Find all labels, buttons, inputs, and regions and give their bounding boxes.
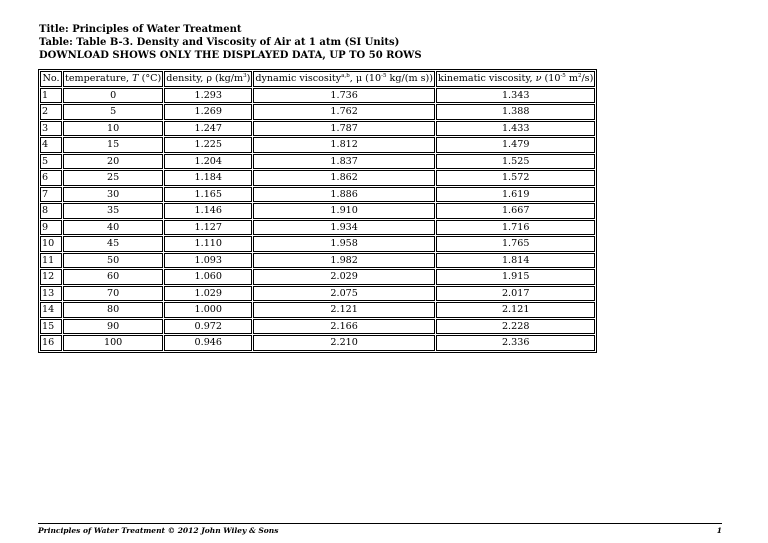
cell-dynamic-viscosity: 1.812 — [253, 137, 435, 153]
cell-temperature: 60 — [63, 269, 163, 285]
table-row — [40, 253, 595, 269]
cell-kinematic-viscosity: 1.479 — [436, 137, 595, 153]
cell-dynamic-viscosity: 1.934 — [253, 220, 435, 236]
cell-no: 10 — [40, 236, 62, 252]
cell-kinematic-viscosity: 2.336 — [436, 335, 595, 351]
table-body — [40, 88, 595, 351]
cell-kinematic-viscosity: 1.765 — [436, 236, 595, 252]
cell-temperature: 5 — [63, 104, 163, 120]
cell-kinematic-viscosity: 1.915 — [436, 269, 595, 285]
cell-kinematic-viscosity: 2.121 — [436, 302, 595, 318]
table-row — [40, 269, 595, 285]
cell-kinematic-viscosity: 2.228 — [436, 319, 595, 335]
cell-temperature: 35 — [63, 203, 163, 219]
table-row — [40, 203, 595, 219]
cell-dynamic-viscosity: 2.075 — [253, 286, 435, 302]
cell-kinematic-viscosity: 2.017 — [436, 286, 595, 302]
document-title: Title: Principles of Water Treatment — [39, 24, 242, 35]
table-row — [40, 286, 595, 302]
col-header-no: No. — [40, 71, 62, 87]
page-footer — [38, 523, 722, 535]
table-row — [40, 170, 595, 186]
cell-density: 0.972 — [164, 319, 252, 335]
cell-temperature: 80 — [63, 302, 163, 318]
cell-no: 4 — [40, 137, 62, 153]
table-row — [40, 319, 595, 335]
cell-density: 1.165 — [164, 187, 252, 203]
cell-kinematic-viscosity: 1.343 — [436, 88, 595, 104]
cell-no: 2 — [40, 104, 62, 120]
table-row — [40, 335, 595, 351]
cell-no: 11 — [40, 253, 62, 269]
cell-dynamic-viscosity: 1.736 — [253, 88, 435, 104]
cell-density: 1.060 — [164, 269, 252, 285]
col-header-density: density, ρ $(kg/m^3)$ — [164, 71, 252, 87]
footer-text: Principles of Water Treatment © 2012 John Wiley & Sons — [38, 526, 279, 535]
cell-density: 0.946 — [164, 335, 252, 351]
cell-density: 1.110 — [164, 236, 252, 252]
cell-temperature: 25 — [63, 170, 163, 186]
document-header — [39, 23, 422, 62]
cell-dynamic-viscosity: 1.762 — [253, 104, 435, 120]
cell-dynamic-viscosity: 1.862 — [253, 170, 435, 186]
cell-density: 1.204 — [164, 154, 252, 170]
cell-no: 8 — [40, 203, 62, 219]
cell-kinematic-viscosity: 1.572 — [436, 170, 595, 186]
cell-temperature: 50 — [63, 253, 163, 269]
cell-density: 1.029 — [164, 286, 252, 302]
table-row — [40, 121, 595, 137]
cell-density: 1.127 — [164, 220, 252, 236]
cell-dynamic-viscosity: 1.982 — [253, 253, 435, 269]
cell-density: 1.093 — [164, 253, 252, 269]
cell-no: 14 — [40, 302, 62, 318]
cell-temperature: 15 — [63, 137, 163, 153]
cell-temperature: 10 — [63, 121, 163, 137]
cell-temperature: 90 — [63, 319, 163, 335]
cell-dynamic-viscosity: 1.837 — [253, 154, 435, 170]
cell-no: 7 — [40, 187, 62, 203]
cell-density: 1.184 — [164, 170, 252, 186]
cell-dynamic-viscosity: 2.029 — [253, 269, 435, 285]
col-header-temperature: temperature, T (°C) — [63, 71, 163, 87]
cell-no: 9 — [40, 220, 62, 236]
cell-dynamic-viscosity: 2.210 — [253, 335, 435, 351]
cell-kinematic-viscosity: 1.525 — [436, 154, 595, 170]
cell-dynamic-viscosity: 1.787 — [253, 121, 435, 137]
cell-no: 13 — [40, 286, 62, 302]
cell-density: 1.247 — [164, 121, 252, 137]
cell-kinematic-viscosity: 1.433 — [436, 121, 595, 137]
cell-dynamic-viscosity: 2.166 — [253, 319, 435, 335]
table-row — [40, 220, 595, 236]
table-row — [40, 137, 595, 153]
cell-no: 3 — [40, 121, 62, 137]
table-row — [40, 88, 595, 104]
page-number: 1 — [716, 526, 722, 535]
cell-temperature: 0 — [63, 88, 163, 104]
cell-no: 12 — [40, 269, 62, 285]
cell-temperature: 20 — [63, 154, 163, 170]
cell-density: 1.146 — [164, 203, 252, 219]
table-row — [40, 302, 595, 318]
cell-kinematic-viscosity: 1.388 — [436, 104, 595, 120]
cell-dynamic-viscosity: 2.121 — [253, 302, 435, 318]
cell-no: 16 — [40, 335, 62, 351]
table-row — [40, 187, 595, 203]
cell-no: 6 — [40, 170, 62, 186]
col-header-dynamic-viscosity: dynamic viscosity$^{a,b}$, μ ($10^{-5}$ kg/(m s)) — [253, 71, 435, 87]
cell-density: 1.000 — [164, 302, 252, 318]
table-row — [40, 154, 595, 170]
cell-kinematic-viscosity: 1.716 — [436, 220, 595, 236]
cell-no: 15 — [40, 319, 62, 335]
table-header-row — [40, 71, 595, 87]
cell-temperature: 45 — [63, 236, 163, 252]
table-title: Table: Table B-3. Density and Viscosity of Air at 1 atm (SI Units) — [39, 37, 400, 48]
cell-temperature: 40 — [63, 220, 163, 236]
download-note: DOWNLOAD SHOWS ONLY THE DISPLAYED DATA, UP TO 50 ROWS — [39, 50, 422, 61]
table-row — [40, 104, 595, 120]
cell-density: 1.293 — [164, 88, 252, 104]
cell-density: 1.225 — [164, 137, 252, 153]
cell-dynamic-viscosity: 1.958 — [253, 236, 435, 252]
cell-no: 5 — [40, 154, 62, 170]
cell-density: 1.269 — [164, 104, 252, 120]
cell-temperature: 70 — [63, 286, 163, 302]
table-row — [40, 236, 595, 252]
cell-kinematic-viscosity: 1.814 — [436, 253, 595, 269]
cell-temperature: 30 — [63, 187, 163, 203]
cell-kinematic-viscosity: 1.619 — [436, 187, 595, 203]
cell-temperature: 100 — [63, 335, 163, 351]
col-header-kinematic-viscosity: kinematic viscosity, ν ($10^{-5}$ $m^2/s$) — [436, 71, 595, 87]
cell-kinematic-viscosity: 1.667 — [436, 203, 595, 219]
cell-dynamic-viscosity: 1.910 — [253, 203, 435, 219]
cell-no: 1 — [40, 88, 62, 104]
data-table — [38, 69, 597, 353]
cell-dynamic-viscosity: 1.886 — [253, 187, 435, 203]
